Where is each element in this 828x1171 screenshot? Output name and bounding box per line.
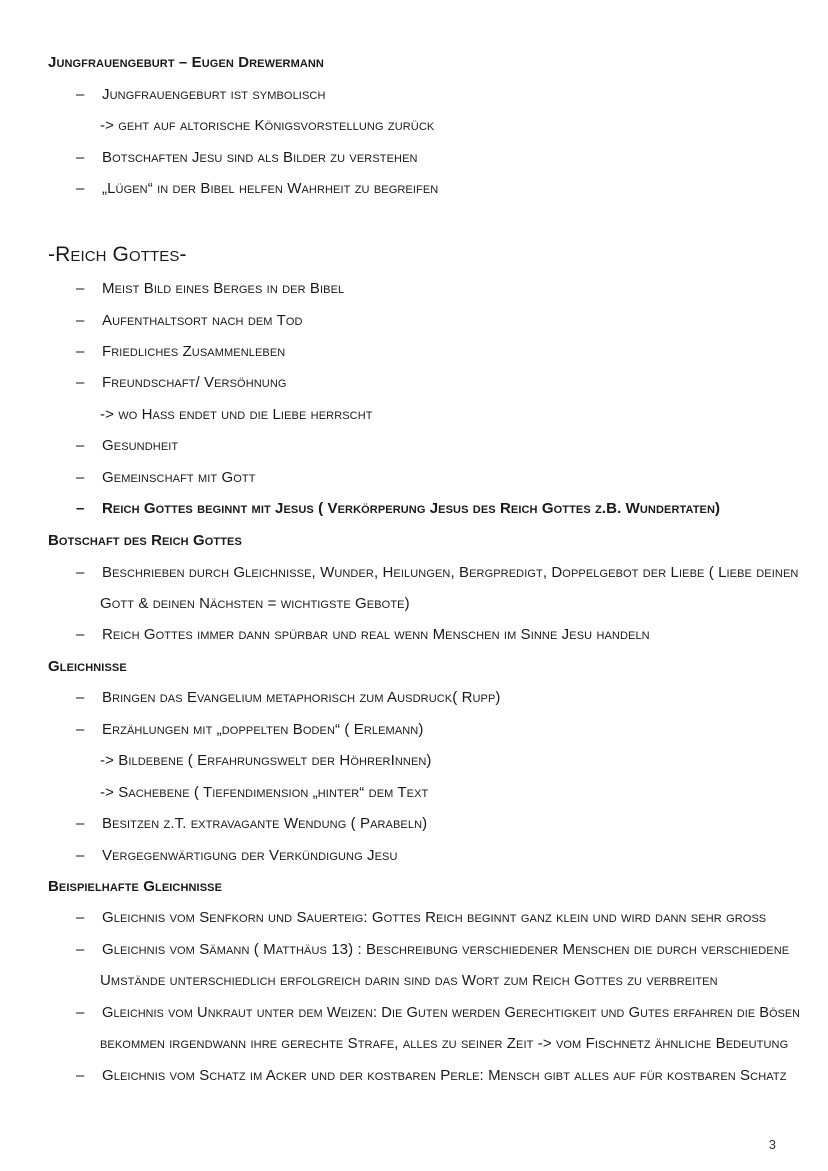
- list-item-continuation: -> wo Hass endet und die Liebe herrscht: [100, 406, 373, 423]
- list-item-text: Gleichnis vom Senfkorn und Sauerteig: Gottes Reich beginnt ganz klein und wird dann sehr groß: [102, 909, 767, 926]
- bullet-dash: –: [76, 86, 85, 103]
- bullet-dash: –: [76, 721, 85, 738]
- bullet-dash: –: [76, 312, 85, 329]
- bullet-dash: –: [76, 564, 85, 581]
- heading-gleichnisse: Gleichnisse: [48, 658, 127, 675]
- heading-drewermann: Jungfrauengeburt – Eugen Drewermann: [48, 54, 324, 71]
- list-item-text: Vergegenwärtigung der Verkündigung Jesu: [102, 847, 398, 864]
- list-item-continuation: Umstände unterschiedlich erfolgreich darin sind das Wort zum Reich Gottes zu verbreiten: [100, 972, 718, 989]
- list-item-text: Aufenthaltsort nach dem Tod: [102, 312, 303, 329]
- list-item-continuation: -> Sachebene ( Tiefendimension „hinter“ dem Text: [100, 784, 429, 801]
- bullet-dash: –: [76, 280, 85, 297]
- bullet-dash: –: [76, 909, 85, 926]
- bullet-dash: –: [76, 815, 85, 832]
- bullet-dash: –: [76, 437, 85, 454]
- list-item-text: Reich Gottes beginnt mit Jesus ( Verkörperung Jesus des Reich Gottes z.B. Wundertaten): [102, 500, 721, 517]
- list-item-text: Freundschaft/ Versöhnung: [102, 374, 287, 391]
- bullet-dash: –: [76, 941, 85, 958]
- bullet-dash: –: [76, 500, 85, 517]
- list-item-text: Beschrieben durch Gleichnisse, Wunder, Heilungen, Bergpredigt, Doppelgebot der Liebe ( Liebe deinen: [102, 564, 799, 581]
- list-item-text: Gleichnis vom Unkraut unter dem Weizen: Die Guten werden Gerechtigkeit und Gutes erfahren die Bösen: [102, 1004, 801, 1021]
- bullet-dash: –: [76, 847, 85, 864]
- bullet-dash: –: [76, 149, 85, 166]
- list-item-continuation: bekommen irgendwann ihre gerechte Strafe, alles zu seiner Zeit -> vom Fischnetz ähnliche Bedeutung: [100, 1035, 789, 1052]
- list-item-continuation: Gott & deinen Nächsten = wichtigste Gebote): [100, 595, 410, 612]
- list-item-text: Gleichnis vom Sämann ( Matthäus 13) : Beschreibung verschiedener Menschen die durch verschiedene: [102, 941, 790, 958]
- bullet-dash: –: [76, 1067, 85, 1084]
- page-number: 3: [768, 1137, 776, 1152]
- list-item-text: „Lügen“ in der Bibel helfen Wahrheit zu begreifen: [102, 180, 439, 197]
- bullet-dash: –: [76, 180, 85, 197]
- list-item-text: Bringen das Evangelium metaphorisch zum Ausdruck( Rupp): [102, 689, 501, 706]
- bullet-dash: –: [76, 374, 85, 391]
- list-item-continuation: -> geht auf altorische Königsvorstellung zurück: [100, 117, 435, 134]
- heading-botschaft: Botschaft des Reich Gottes: [48, 532, 242, 549]
- list-item-text: Gesundheit: [102, 437, 179, 454]
- heading-beispielhafte-gleichnisse: Beispielhafte Gleichnisse: [48, 878, 223, 895]
- list-item-text: Meist Bild eines Berges in der Bibel: [102, 280, 345, 297]
- list-item-text: Botschaften Jesu sind als Bilder zu verstehen: [102, 149, 418, 166]
- list-item-continuation: -> Bildebene ( Erfahrungswelt der HöhrerInnen): [100, 752, 432, 769]
- list-item-text: Jungfrauengeburt ist symbolisch: [102, 86, 326, 103]
- bullet-dash: –: [76, 469, 85, 486]
- list-item-text: Gleichnis vom Schatz im Acker und der kostbaren Perle: Mensch gibt alles auf für kostbaren Schatz: [102, 1067, 787, 1084]
- list-item-text: Gemeinschaft mit Gott: [102, 469, 256, 486]
- list-item-text: Erzählungen mit „doppelten Boden“ ( Erlemann): [102, 721, 424, 738]
- bullet-dash: –: [76, 689, 85, 706]
- bullet-dash: –: [76, 343, 85, 360]
- bullet-dash: –: [76, 1004, 85, 1021]
- list-item-text: Besitzen z.T. extravagante Wendung ( Parabeln): [102, 815, 428, 832]
- list-item-text: Reich Gottes immer dann spürbar und real wenn Menschen im Sinne Jesu handeln: [102, 626, 650, 643]
- bullet-dash: –: [76, 626, 85, 643]
- heading-reich-gottes: -Reich Gottes-: [48, 243, 187, 266]
- list-item-text: Friedliches Zusammenleben: [102, 343, 286, 360]
